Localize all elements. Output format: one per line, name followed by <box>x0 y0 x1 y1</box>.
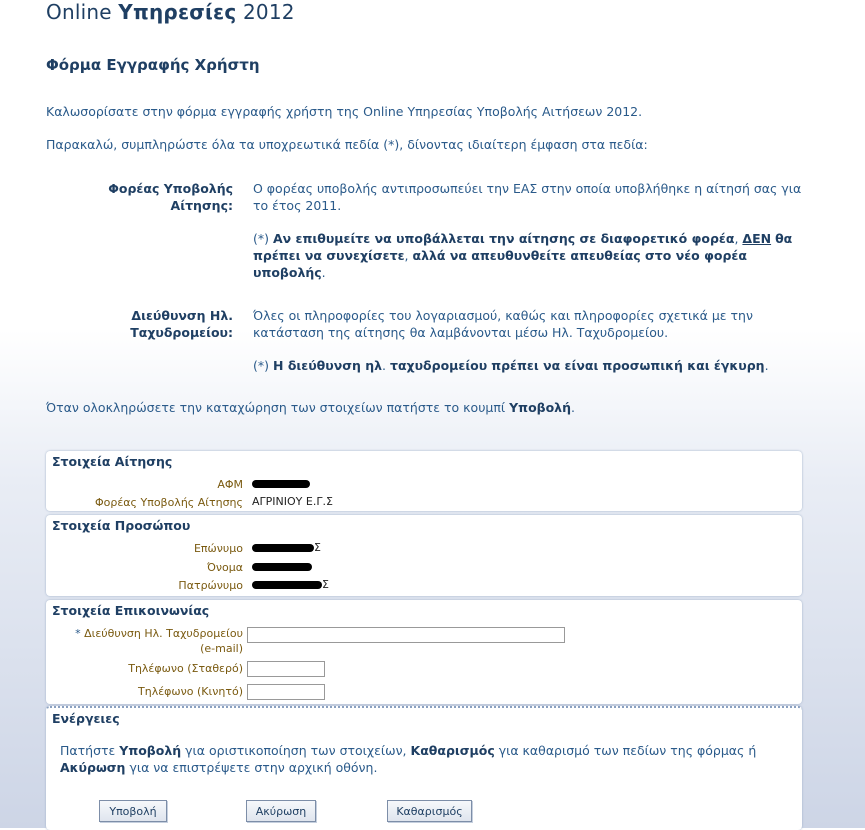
email-note-prefix: (*) <box>253 358 270 373</box>
actions-t2: για οριστικοποίηση των στοιχείων, <box>185 743 407 758</box>
email-label-line1: Διεύθυνση Ηλ. Ταχυδρομείου <box>84 627 243 640</box>
email-help-label: Διεύθυνση Ηλ. Ταχυδρομείου: <box>130 308 233 340</box>
email-note-bold-1: Η διεύθυνση ηλ <box>273 358 383 373</box>
welcome-text: Καλωσορίσατε στην φόρμα εγγραφής χρήστη της Online Υπηρεσίας Υποβολής Αιτήσεων 2012. <box>46 104 643 119</box>
header-bold: Υπηρεσίες <box>118 0 237 24</box>
email-label <box>53 626 243 656</box>
actions-panel <box>46 706 802 830</box>
header-prefix: Online <box>46 0 112 24</box>
actions-text <box>60 742 790 776</box>
application-panel <box>46 451 802 511</box>
actions-t4: για να επιστρέψετε στην αρχική οθόνη. <box>129 760 378 775</box>
phone-input[interactable] <box>247 661 325 677</box>
email-help-note: (*) Η διεύθυνση ηλ. ταχυδρομείου πρέπει να είναι προσωπική και έγκυρη. <box>253 358 769 373</box>
actions-b1: Υποβολή <box>119 743 182 758</box>
actions-b3: Ακύρωση <box>60 760 126 775</box>
actions-panel-title: Ενέργειες <box>52 711 120 726</box>
email-note-bold-3: πρέπει να είναι <box>491 358 599 373</box>
cancel-button[interactable]: Ακύρωση <box>246 800 316 822</box>
email-help-label-line2: Ταχυδρομείου <box>130 325 228 340</box>
actions-t1: Πατήστε <box>60 743 116 758</box>
submit-hint-text: Όταν ολοκληρώσετε την καταχώρηση των στοιχείων πατήστε το κουμπί <box>46 400 506 415</box>
person-panel <box>46 515 802 596</box>
agency-help-desc: Ο φορέας υποβολής αντιπροσωπεύει την ΕΑΣ στην οποία υποβλήθηκε η αίτησή σας για το έτος 2011. <box>253 181 802 213</box>
surname-label: Επώνυμο <box>193 542 243 555</box>
app-header <box>46 0 295 24</box>
afm-value-redacted <box>252 477 310 490</box>
submit-button[interactable]: Υποβολή <box>99 800 167 822</box>
name-value-redacted <box>252 560 312 573</box>
email-label-line2: (e-mail) <box>200 642 243 655</box>
father-label: Πατρώνυμο <box>178 579 243 592</box>
instruction-text: Παρακαλώ, συμπληρώστε όλα τα υποχρεωτικά πεδία (*), δίνοντας ιδιαίτερη έμφαση στα πεδία: <box>46 137 648 152</box>
afm-label: ΑΦΜ <box>217 478 243 491</box>
actions-b2: Καθαρισμός <box>410 743 495 758</box>
header-year: 2012 <box>243 0 295 24</box>
father-value-redacted <box>252 578 329 591</box>
agency-note-bold-1: Αν επιθυμείτε να υποβάλλεται την αίτησης σε διαφορετικό φορέα <box>273 231 735 246</box>
agency-note-bold-3: αλλά να απευθυνθείτε απευθείας στο νέο φορέα υποβολής <box>253 248 747 280</box>
agency-help-label-line2: Αίτησης <box>170 198 228 213</box>
email-help-desc: Όλες οι πληροφορίες του λογαριασμού, καθώς και πληροφορίες σχετικά με την κατάσταση της αίτησης θα λαμβάνονται μέσω Ηλ. Ταχυδρομείου. <box>253 308 753 340</box>
email-help-label-line1: Διεύθυνση Ηλ. <box>131 308 233 323</box>
surname-value-redacted <box>252 541 321 554</box>
submit-hint: Όταν ολοκληρώσετε την καταχώρηση των στοιχείων πατήστε το κουμπί Υποβολή. <box>46 400 575 415</box>
contact-panel-title: Στοιχεία Επικοινωνίας <box>52 603 210 618</box>
email-note-bold-2: ταχυδρομείου <box>389 358 488 373</box>
application-panel-title: Στοιχεία Αίτησης <box>52 454 173 469</box>
clear-button[interactable]: Καθαρισμός <box>387 800 472 822</box>
agency-note-den: ΔΕΝ <box>742 231 772 246</box>
email-note-bold-4: προσωπική και έγκυρη <box>602 358 765 373</box>
father-suffix: Σ <box>322 578 329 591</box>
name-label: Όνομα <box>206 561 243 574</box>
mobile-input[interactable] <box>247 684 325 700</box>
agency-help-label-line1: Φορέας Υποβολής <box>108 181 233 196</box>
phone-label: Τηλέφωνο (Σταθερό) <box>128 662 243 675</box>
required-mark: * <box>75 627 81 640</box>
person-panel-title: Στοιχεία Προσώπου <box>52 518 191 533</box>
email-input[interactable] <box>247 627 565 643</box>
contact-panel <box>46 600 802 704</box>
page-title: Φόρμα Εγγραφής Χρήστη <box>46 56 260 74</box>
surname-suffix: Σ <box>314 541 321 554</box>
actions-t3: για καθαρισμό των πεδίων της φόρμας ή <box>498 743 757 758</box>
agency-value: ΑΓΡΙΝΙΟΥ Ε.Γ.Σ <box>252 495 333 508</box>
mobile-label: Τηλέφωνο (Κινητό) <box>138 685 243 698</box>
agency-label: Φορέας Υποβολής Αίτησης <box>94 496 243 509</box>
agency-note-prefix: (*) <box>253 231 270 246</box>
agency-help-label: Φορέας Υποβολής Αίτησης: <box>108 181 233 213</box>
agency-note-bold-2: θα πρέπει να συνεχίσετε <box>253 231 793 263</box>
agency-help-note: (*) Αν επιθυμείτε να υποβάλλεται την αίτησης σε διαφορετικό φορέα, ΔΕΝ θα πρέπει να συνεχίσετε, αλλά να απευθυνθείτε απευθείας στο νέο φορέα υποβολής. <box>253 231 793 280</box>
submit-hint-bold: Υποβολή <box>509 400 571 415</box>
